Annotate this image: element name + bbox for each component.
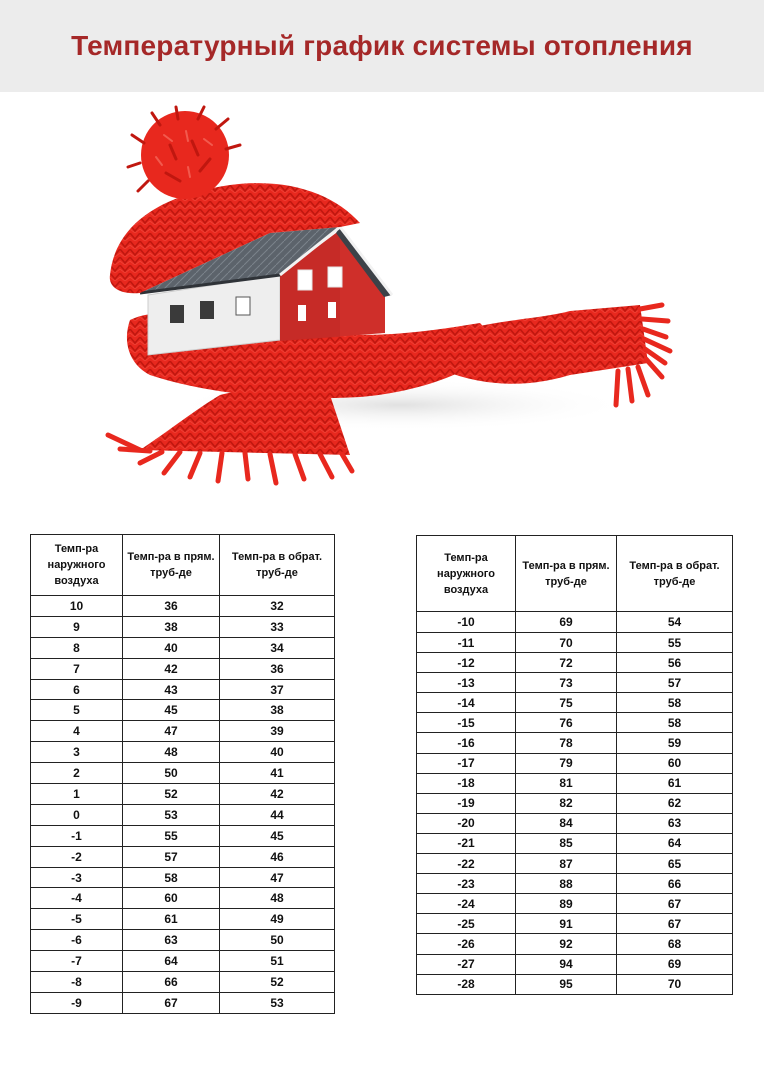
outdoor-temp-cell: -13 [417, 673, 516, 693]
table-row [31, 888, 335, 909]
table-row [417, 813, 733, 833]
outdoor-temp-cell: -15 [417, 713, 516, 733]
return-temp-cell: 62 [617, 793, 733, 813]
header-supply-temp: Темп-ра в прям. труб-де [123, 535, 220, 596]
table-row [417, 713, 733, 733]
table-row [417, 914, 733, 934]
header-return-temp: Темп-ра в обрат. труб-де [617, 536, 733, 612]
table-row [31, 930, 335, 951]
supply-temp-cell: 78 [516, 733, 617, 753]
supply-temp-cell: 61 [123, 909, 220, 930]
return-temp-cell: 63 [617, 813, 733, 833]
table-row [31, 951, 335, 972]
return-temp-cell: 69 [617, 954, 733, 974]
return-temp-cell: 64 [617, 833, 733, 853]
supply-temp-cell: 50 [123, 763, 220, 784]
outdoor-temp-cell: 4 [31, 721, 123, 742]
return-temp-cell: 36 [220, 658, 335, 679]
supply-temp-cell: 92 [516, 934, 617, 954]
table-row [31, 637, 335, 658]
header-supply-temp: Темп-ра в прям. труб-де [516, 536, 617, 612]
return-temp-cell: 65 [617, 854, 733, 874]
return-temp-cell: 33 [220, 616, 335, 637]
return-temp-cell: 37 [220, 679, 335, 700]
return-temp-cell: 54 [617, 612, 733, 633]
outdoor-temp-cell: -11 [417, 633, 516, 653]
supply-temp-cell: 38 [123, 616, 220, 637]
supply-temp-cell: 79 [516, 753, 617, 773]
table-row [31, 616, 335, 637]
table-row [417, 733, 733, 753]
supply-temp-cell: 91 [516, 914, 617, 934]
table-row [417, 693, 733, 713]
table-row [31, 825, 335, 846]
supply-temp-cell: 60 [123, 888, 220, 909]
outdoor-temp-cell: 0 [31, 804, 123, 825]
outdoor-temp-cell: -14 [417, 693, 516, 713]
return-temp-cell: 32 [220, 596, 335, 617]
outdoor-temp-cell: 6 [31, 679, 123, 700]
table-row [31, 763, 335, 784]
supply-temp-cell: 69 [516, 612, 617, 633]
outdoor-temp-cell: -21 [417, 833, 516, 853]
outdoor-temp-cell: 3 [31, 742, 123, 763]
outdoor-temp-cell: 8 [31, 637, 123, 658]
supply-temp-cell: 89 [516, 894, 617, 914]
return-temp-cell: 57 [617, 673, 733, 693]
table-row [31, 596, 335, 617]
return-temp-cell: 53 [220, 992, 335, 1013]
supply-temp-cell: 64 [123, 951, 220, 972]
return-temp-cell: 58 [617, 713, 733, 733]
return-temp-cell: 51 [220, 951, 335, 972]
return-temp-cell: 58 [617, 693, 733, 713]
table-row [417, 653, 733, 673]
return-temp-cell: 34 [220, 637, 335, 658]
return-temp-cell: 45 [220, 825, 335, 846]
return-temp-cell: 68 [617, 934, 733, 954]
table-row [31, 909, 335, 930]
supply-temp-cell: 67 [123, 992, 220, 1013]
table-row [31, 992, 335, 1013]
supply-temp-cell: 63 [123, 930, 220, 951]
header-return-temp: Темп-ра в обрат. труб-де [220, 535, 335, 596]
outdoor-temp-cell: -12 [417, 653, 516, 673]
outdoor-temp-cell: -6 [31, 930, 123, 951]
table-row [417, 874, 733, 894]
supply-temp-cell: 75 [516, 693, 617, 713]
return-temp-cell: 44 [220, 804, 335, 825]
supply-temp-cell: 73 [516, 673, 617, 693]
return-temp-cell: 52 [220, 972, 335, 993]
outdoor-temp-cell: 10 [31, 596, 123, 617]
table-row [31, 721, 335, 742]
outdoor-temp-cell: -8 [31, 972, 123, 993]
table-row [417, 793, 733, 813]
return-temp-cell: 67 [617, 914, 733, 934]
outdoor-temp-cell: -27 [417, 954, 516, 974]
outdoor-temp-cell: -17 [417, 753, 516, 773]
outdoor-temp-cell: -1 [31, 825, 123, 846]
return-temp-cell: 49 [220, 909, 335, 930]
scarf-front-tail [108, 390, 352, 483]
table-row [417, 612, 733, 633]
return-temp-cell: 39 [220, 721, 335, 742]
supply-temp-cell: 82 [516, 793, 617, 813]
supply-temp-cell: 84 [516, 813, 617, 833]
outdoor-temp-cell: -5 [31, 909, 123, 930]
supply-temp-cell: 48 [123, 742, 220, 763]
supply-temp-cell: 95 [516, 974, 617, 994]
table-row [31, 784, 335, 805]
supply-temp-cell: 87 [516, 854, 617, 874]
outdoor-temp-cell: -16 [417, 733, 516, 753]
table-row [417, 934, 733, 954]
supply-temp-cell: 53 [123, 804, 220, 825]
outdoor-temp-cell: -22 [417, 854, 516, 874]
supply-temp-cell: 52 [123, 784, 220, 805]
return-temp-cell: 55 [617, 633, 733, 653]
outdoor-temp-cell: -26 [417, 934, 516, 954]
outdoor-temp-cell: -2 [31, 846, 123, 867]
title-band [0, 0, 764, 92]
outdoor-temp-cell: 2 [31, 763, 123, 784]
supply-temp-cell: 94 [516, 954, 617, 974]
outdoor-temp-cell: -25 [417, 914, 516, 934]
return-temp-cell: 48 [220, 888, 335, 909]
table-row [417, 753, 733, 773]
return-temp-cell: 66 [617, 874, 733, 894]
table-row [417, 894, 733, 914]
table-row [417, 633, 733, 653]
return-temp-cell: 42 [220, 784, 335, 805]
page-title: Температурный график системы отопления [71, 30, 693, 61]
outdoor-temp-cell: 5 [31, 700, 123, 721]
outdoor-temp-cell: -4 [31, 888, 123, 909]
supply-temp-cell: 55 [123, 825, 220, 846]
outdoor-temp-cell: -7 [31, 951, 123, 972]
return-temp-cell: 61 [617, 773, 733, 793]
table-header-row [417, 536, 733, 612]
hat-pompom [128, 107, 240, 199]
table-row [31, 700, 335, 721]
return-temp-cell: 41 [220, 763, 335, 784]
outdoor-temp-cell: -10 [417, 612, 516, 633]
table-row [417, 854, 733, 874]
outdoor-temp-cell: 7 [31, 658, 123, 679]
outdoor-temp-cell: -19 [417, 793, 516, 813]
table-row [417, 833, 733, 853]
supply-temp-cell: 76 [516, 713, 617, 733]
table-row [31, 742, 335, 763]
temperature-table-left [30, 534, 335, 1014]
return-temp-cell: 70 [617, 974, 733, 994]
outdoor-temp-cell: -24 [417, 894, 516, 914]
supply-temp-cell: 66 [123, 972, 220, 993]
outdoor-temp-cell: 9 [31, 616, 123, 637]
house-in-hat-and-scarf-image [100, 105, 680, 495]
supply-temp-cell: 70 [516, 633, 617, 653]
outdoor-temp-cell: -28 [417, 974, 516, 994]
supply-temp-cell: 85 [516, 833, 617, 853]
return-temp-cell: 46 [220, 846, 335, 867]
table-row [31, 804, 335, 825]
supply-temp-cell: 36 [123, 596, 220, 617]
table-row [31, 679, 335, 700]
outdoor-temp-cell: -23 [417, 874, 516, 894]
supply-temp-cell: 81 [516, 773, 617, 793]
table-row [31, 658, 335, 679]
supply-temp-cell: 72 [516, 653, 617, 673]
return-temp-cell: 47 [220, 867, 335, 888]
outdoor-temp-cell: -3 [31, 867, 123, 888]
header-outdoor-temp: Темп-ра наружного воздуха [31, 535, 123, 596]
table-row [31, 972, 335, 993]
supply-temp-cell: 88 [516, 874, 617, 894]
supply-temp-cell: 47 [123, 721, 220, 742]
table-row [417, 954, 733, 974]
return-temp-cell: 38 [220, 700, 335, 721]
supply-temp-cell: 57 [123, 846, 220, 867]
return-temp-cell: 59 [617, 733, 733, 753]
table-row [417, 974, 733, 994]
outdoor-temp-cell: -9 [31, 992, 123, 1013]
return-temp-cell: 60 [617, 753, 733, 773]
table-header-row [31, 535, 335, 596]
table-row [31, 867, 335, 888]
return-temp-cell: 50 [220, 930, 335, 951]
supply-temp-cell: 58 [123, 867, 220, 888]
outdoor-temp-cell: -20 [417, 813, 516, 833]
supply-temp-cell: 40 [123, 637, 220, 658]
header-outdoor-temp: Темп-ра наружного воздуха [417, 536, 516, 612]
return-temp-cell: 67 [617, 894, 733, 914]
supply-temp-cell: 42 [123, 658, 220, 679]
temperature-table-right [416, 535, 733, 995]
table-row [417, 673, 733, 693]
return-temp-cell: 40 [220, 742, 335, 763]
supply-temp-cell: 45 [123, 700, 220, 721]
supply-temp-cell: 43 [123, 679, 220, 700]
return-temp-cell: 56 [617, 653, 733, 673]
outdoor-temp-cell: -18 [417, 773, 516, 793]
outdoor-temp-cell: 1 [31, 784, 123, 805]
table-row [31, 846, 335, 867]
table-row [417, 773, 733, 793]
